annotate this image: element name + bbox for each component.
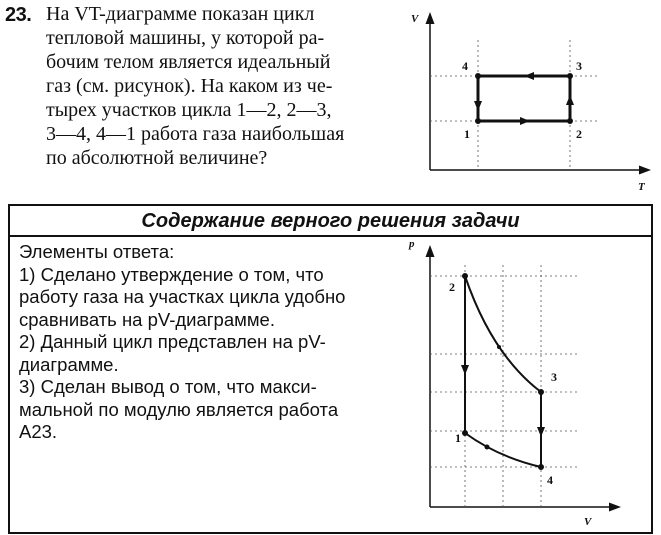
answer-line: диаграмме. xyxy=(19,353,119,375)
vt-point-label: 3 xyxy=(576,59,582,73)
pv-point-label: 1 xyxy=(455,431,461,445)
pv-point-label: 2 xyxy=(449,280,455,294)
answer-line: A23. xyxy=(19,421,58,442)
problem-line: бочим телом является идеальный xyxy=(46,51,331,73)
vt-diagram xyxy=(400,0,661,200)
vt-point-label: 4 xyxy=(462,59,468,73)
vt-point-label: 2 xyxy=(576,127,582,141)
vt-cycle xyxy=(478,76,570,121)
pv-y-axis-label: p xyxy=(409,238,415,250)
answer-line: работу газа на участках цикла удобно xyxy=(19,286,346,307)
vt-y-axis-label: V xyxy=(411,13,419,25)
answer-text xyxy=(19,241,399,444)
problem-line: тепловой машины, у которой ра- xyxy=(46,27,325,49)
answer-line: мальной по модулю является работа xyxy=(19,398,339,420)
vt-direction-arrows xyxy=(474,72,574,125)
answer-line: 3) Сделан вывод о том, что макси- xyxy=(19,376,317,397)
answer-line: Элементы ответа: xyxy=(19,241,175,262)
problem-line: На VT-диаграмме показан цикл xyxy=(46,3,315,25)
pv-point-label: 4 xyxy=(547,473,553,487)
vt-guides xyxy=(430,40,600,170)
vt-points xyxy=(475,73,573,124)
answer-line: 1) Сделано утверждение о том, что xyxy=(19,263,324,285)
pv-diagram xyxy=(400,235,640,530)
problem-line: газ (см. рисунок). На каком из че- xyxy=(46,75,333,97)
solution-header: Содержание верного решения задачи xyxy=(10,206,651,237)
problem-line: тырех участков цикла 1—2, 2—3, xyxy=(46,99,332,121)
vt-point-label: 1 xyxy=(464,127,470,141)
pv-guides xyxy=(430,265,580,507)
problem-line: по абсолютной величине? xyxy=(46,147,268,169)
pv-point-label: 3 xyxy=(551,370,557,384)
answer-line: сравнивать на pV-диаграмме. xyxy=(19,308,275,330)
problem-text xyxy=(46,2,406,170)
vt-x-axis-label: T xyxy=(638,181,645,193)
pv-x-axis-label: V xyxy=(584,516,592,528)
problem-number: 23. xyxy=(5,4,32,26)
answer-line: 2) Данный цикл представлен на pV- xyxy=(19,331,326,352)
problem-line: 3—4, 4—1 работа газа наибольшая xyxy=(46,123,345,145)
